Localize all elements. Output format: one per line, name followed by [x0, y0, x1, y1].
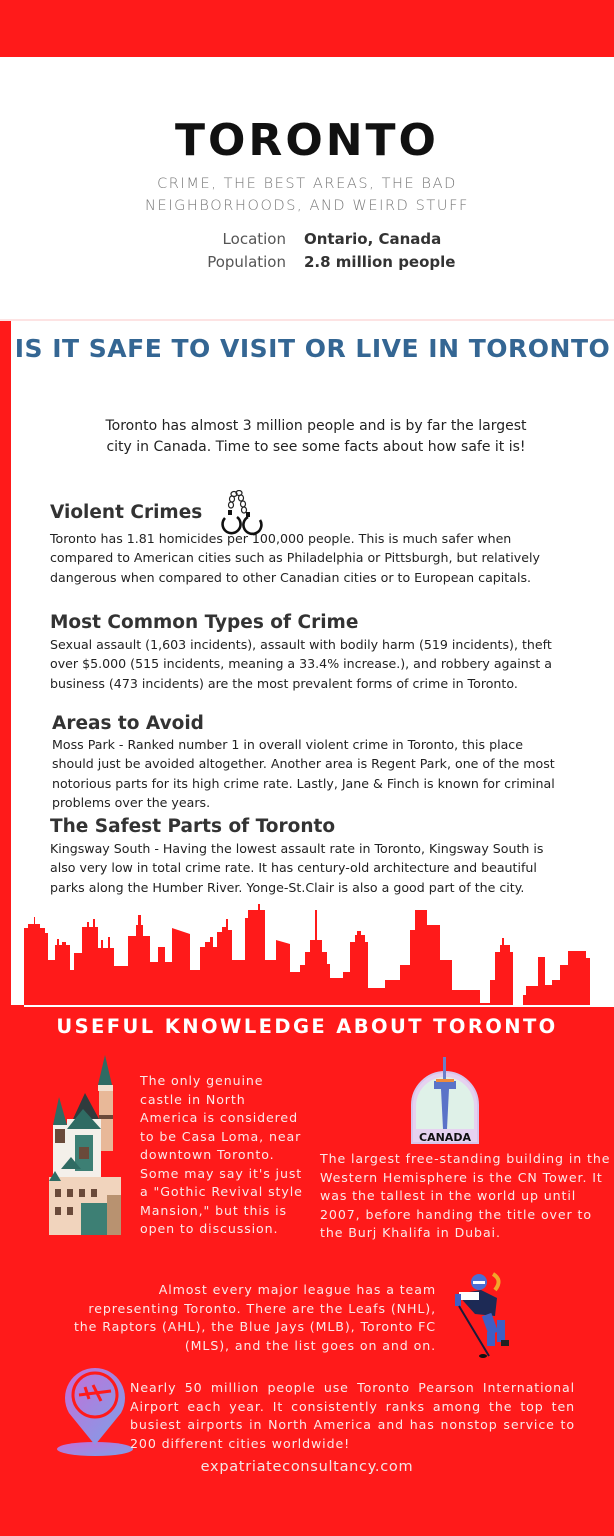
- page-subtitle: CRIME, THE BEST AREAS, THE BAD NEIGHBORHOODS, AND WEIRD STUFF: [145, 176, 469, 214]
- useful-knowledge-heading: USEFUL KNOWLEDGE ABOUT TORONTO: [56, 1015, 558, 1038]
- section-body: Kingsway South - Having the lowest assault rate in Toronto, Kingsway South is also very low in total crime rate. It has century-old architecture and beautiful parks along the Humber River. Yonge-St.Clair is also a good part of the city.: [50, 841, 544, 895]
- page-title: TORONTO: [175, 115, 439, 166]
- cn-tower-fact-text: The largest free-standing building in the Western Hemisphere is the CN Tower. It was the tallest in the world up until 2007, before handing the title over to the Burj Khalifa in Dubai.: [320, 1151, 611, 1240]
- section-body: Sexual assault (1,603 incidents), assault with bodily harm (519 incidents), theft over $5.000 (515 incidents, meaning a 33.4% increase.), and robbery against a business (473 incidents) are the most prevalent forms of crime in Toronto.: [50, 637, 552, 691]
- fact-population: [0, 253, 614, 276]
- section-body: Toronto has 1.81 homicides per 100,000 people. This is much safer when compared to American cities such as Philadelphia or Pittsburgh, but relatively dangerous when compared to other Canadian cities or to European capitals.: [50, 531, 540, 585]
- section-body: Moss Park - Ranked number 1 in overall violent crime in Toronto, this place should just be avoided altogether. Another area is Regent Park, one of the most notorious parts for its high crime rate. Lastly, Jane & Finch is known for criminal problems over the years.: [52, 737, 555, 811]
- cn-badge-label: CANADA: [419, 1131, 471, 1144]
- city-skyline-graphic: [0, 900, 614, 1005]
- fact-label: Population: [207, 253, 286, 271]
- sports-fact-text: Almost every major league has a team representing Toronto. There are the Leafs (NHL), the Raptors (AHL), the Blue Jays (MLB), Toronto FC (MLS), and the list goes on and on.: [73, 1282, 436, 1353]
- hockey-player-icon: [445, 1270, 515, 1360]
- section-areas-to-avoid: [52, 713, 562, 813]
- airport-fact-text: Nearly 50 million people use Toronto Pearson International Airport each year. It consistently ranks among the top ten busiest airports in North America and has nonstop service to 200 different cities worldwide!: [130, 1380, 575, 1451]
- section-safest-parts: [50, 816, 560, 897]
- header-section: [0, 57, 614, 319]
- footer-website-link[interactable]: expatriateconsultancy.com: [200, 1459, 414, 1475]
- city-facts: [0, 230, 614, 276]
- cn-tower-badge-icon: [408, 1055, 482, 1145]
- safety-heading: IS IT SAFE TO VISIT OR LIVE IN TORONTO: [14, 334, 611, 363]
- divider: [24, 1005, 614, 1007]
- section-common-crimes: [50, 612, 560, 693]
- section-title: Violent Crimes: [50, 502, 203, 523]
- top-red-banner: [0, 0, 614, 57]
- section-title: The Safest Parts of Toronto: [50, 816, 336, 837]
- section-violent-crimes: [50, 502, 560, 587]
- fact-value: 2.8 million people: [304, 253, 456, 271]
- fact-location: [0, 230, 614, 253]
- castle-icon: [45, 1055, 123, 1235]
- fact-label: Location: [222, 230, 286, 248]
- safety-intro: Toronto has almost 3 million people and is by far the largest city in Canada. Time to see some facts about how safe it is!: [105, 418, 527, 455]
- fact-value: Ontario, Canada: [304, 230, 442, 248]
- section-title: Areas to Avoid: [52, 713, 204, 734]
- airplane-pin-icon: [55, 1365, 135, 1457]
- handcuffs-icon: [210, 490, 270, 536]
- castle-fact-text: The only genuine castle in North America is considered to be Casa Loma, near downtown Toronto. Some may say it's just a "Gothic Revival style Mansion," but this is open to discussion.: [140, 1073, 303, 1236]
- section-title: Most Common Types of Crime: [50, 612, 359, 633]
